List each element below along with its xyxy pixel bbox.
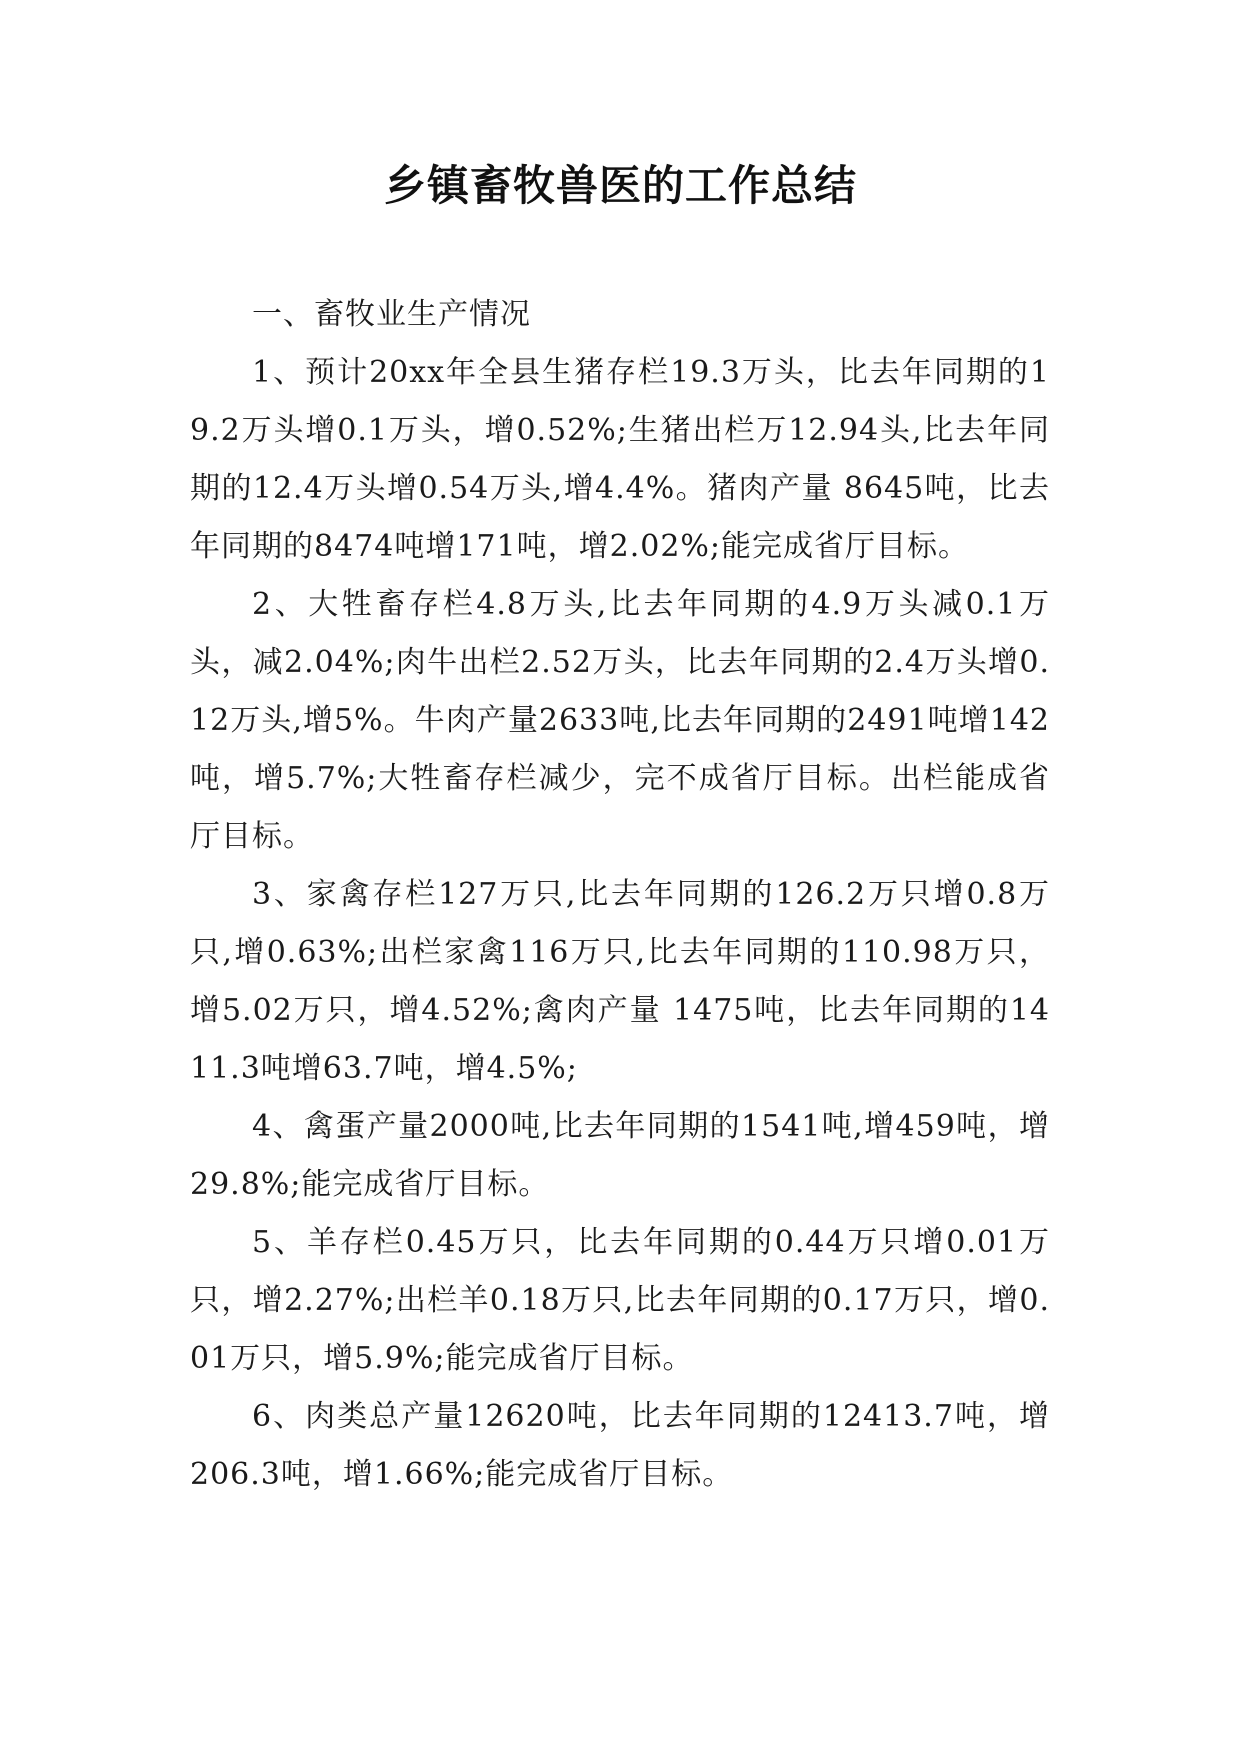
page-title: 乡镇畜牧兽医的工作总结	[383, 161, 857, 210]
paragraph-2-livestock: 2、大牲畜存栏4.8万头,比去年同期的4.9万头减0.1万头，减2.04%;肉牛出栏2.52万头，比去年同期的2.4万头增0.12万头,增5%。牛肉产量2633吨,比去年同期的2491吨增142吨，增5.7%;大牲畜存栏减少，完不成省厅目标。出栏能成省厅目标。	[190, 587, 1050, 854]
paragraph-1-pigs: 1、预计20xx年全县生猪存栏19.3万头，比去年同期的19.2万头增0.1万头，增0.52%;生猪出栏万12.94头,比去年同期的12.4万头增0.54万头,增4.4%。猪肉产量 8645吨，比去年同期的8474吨增171吨，增2.02%;能完成省厅目标。	[190, 355, 1050, 564]
paragraph-4-eggs: 4、禽蛋产量2000吨,比去年同期的1541吨,增459吨，增29.8%;能完成省厅目标。	[190, 1109, 1050, 1202]
paragraph-6-meat-total: 6、肉类总产量12620吨，比去年同期的12413.7吨，增206.3吨，增1.66%;能完成省厅目标。	[190, 1399, 1050, 1492]
document-body	[190, 286, 1050, 1504]
section-heading: 一、畜牧业生产情况	[252, 297, 531, 332]
paragraph-5-sheep: 5、羊存栏0.45万只，比去年同期的0.44万只增0.01万只，增2.27%;出栏羊0.18万只,比去年同期的0.17万只，增0.01万只，增5.9%;能完成省厅目标。	[190, 1225, 1050, 1376]
paragraph-3-poultry: 3、家禽存栏127万只,比去年同期的126.2万只增0.8万只,增0.63%;出栏家禽116万只,比去年同期的110.98万只，增5.02万只，增4.52%;禽肉产量 1475吨，比去年同期的1411.3吨增63.7吨，增4.5%;	[190, 877, 1050, 1086]
